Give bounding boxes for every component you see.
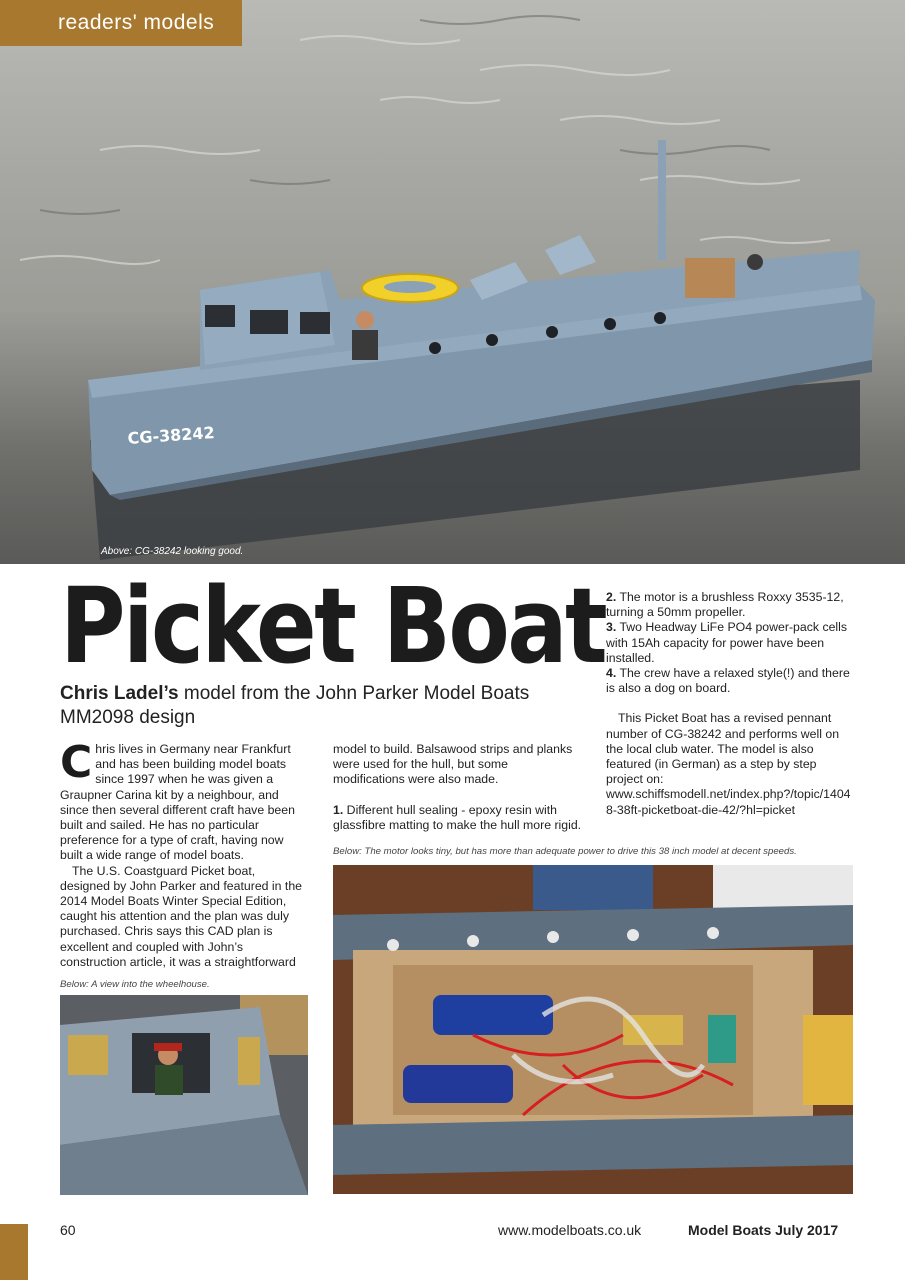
boat-on-water-illustration <box>0 0 905 564</box>
footer-website[interactable]: www.modelboats.co.uk <box>498 1222 642 1238</box>
col1-paragraph-2: The U.S. Coastguard Picket boat, designed by John Parker and featured in the 2014 Model Boats Winter Special Edition, caught his attention and the plan was duly purchased. Chris says this CAD plan is excellent and coupled with John’s construction article, it was a straightforward <box>60 863 303 969</box>
col2-paragraph-1: model to build. Balsawood strips and planks were used for the hull, but some modifications were also made. <box>333 742 573 787</box>
column-3 <box>606 590 851 818</box>
page-number: 60 <box>60 1222 76 1238</box>
column-1 <box>60 737 304 970</box>
paragraph-gap <box>606 696 851 711</box>
footer-accent-bar <box>0 1224 28 1280</box>
standfirst-author: Chris Ladel’s <box>60 683 179 704</box>
list-item-1-text: Different hull sealing - epoxy resin with glassfibre matting to make the hull more rigid. <box>333 802 582 832</box>
col1-paragraph-1-text: hris lives in Germany near Frankfurt and has been building model boats since 1997 when he was given a Graupner Carina kit by a neighbour, and since then several different craft have been built and sailed. He has no particular preference for a type of craft, having now built a wide range of model boats. <box>60 742 295 863</box>
list-item-4-text: The crew have a relaxed style(!) and there is also a dog on board. <box>606 666 850 696</box>
standfirst-text: model from the John Parker Model Boats MM2098 design <box>60 683 530 728</box>
column-2 <box>333 742 583 833</box>
hull-number: CG-38242 <box>126 422 216 448</box>
list-item-4 <box>606 666 851 696</box>
list-item-3-number: 3. <box>606 620 617 635</box>
motor-photo <box>333 865 853 1194</box>
list-item-4-number: 4. <box>606 666 617 681</box>
hero-caption: Above: CG-38242 looking good. <box>101 546 244 557</box>
list-item-2-number: 2. <box>606 590 617 604</box>
list-item-3-text: Two Headway LiFe PO4 power-pack cells with 15Ah capacity for power have been installed. <box>606 620 848 665</box>
article-title: Picket Boat <box>60 565 606 687</box>
wheelhouse-caption: Below: A view into the wheelhouse. <box>60 979 210 990</box>
section-tag <box>0 0 242 46</box>
dropcap: C <box>60 737 93 788</box>
list-item-3 <box>606 620 851 666</box>
col1-paragraph-1 <box>60 737 304 864</box>
standfirst <box>60 682 540 730</box>
list-item-2-text: The motor is a brushless Roxxy 3535-12, turning a 50mm propeller. <box>606 590 844 620</box>
wheelhouse-illustration <box>60 995 308 1195</box>
list-item-1 <box>333 803 583 833</box>
list-item-1-number: 1. <box>333 802 344 817</box>
hero-photo <box>0 0 905 564</box>
project-url: www.schiffsmodell.net/index.php?/topic/14048-38ft-picketboat-die-42/?hl=picket <box>606 787 851 817</box>
list-item-2 <box>606 590 851 620</box>
wheelhouse-photo <box>60 995 308 1195</box>
motor-caption: Below: The motor looks tiny, but has more than adequate power to drive this 38 inch model at decent speeds. <box>333 846 797 857</box>
paragraph-gap <box>333 788 583 803</box>
col3-paragraph-2: This Picket Boat has a revised pennant number of CG-38242 and performs well on the local club water. The model is also featured (in German) as a step by step project on: <box>606 711 840 787</box>
section-tag-label: readers' models <box>58 11 215 34</box>
motor-compartment-illustration <box>333 865 853 1194</box>
footer-magazine-issue: Model Boats July 2017 <box>688 1222 839 1238</box>
